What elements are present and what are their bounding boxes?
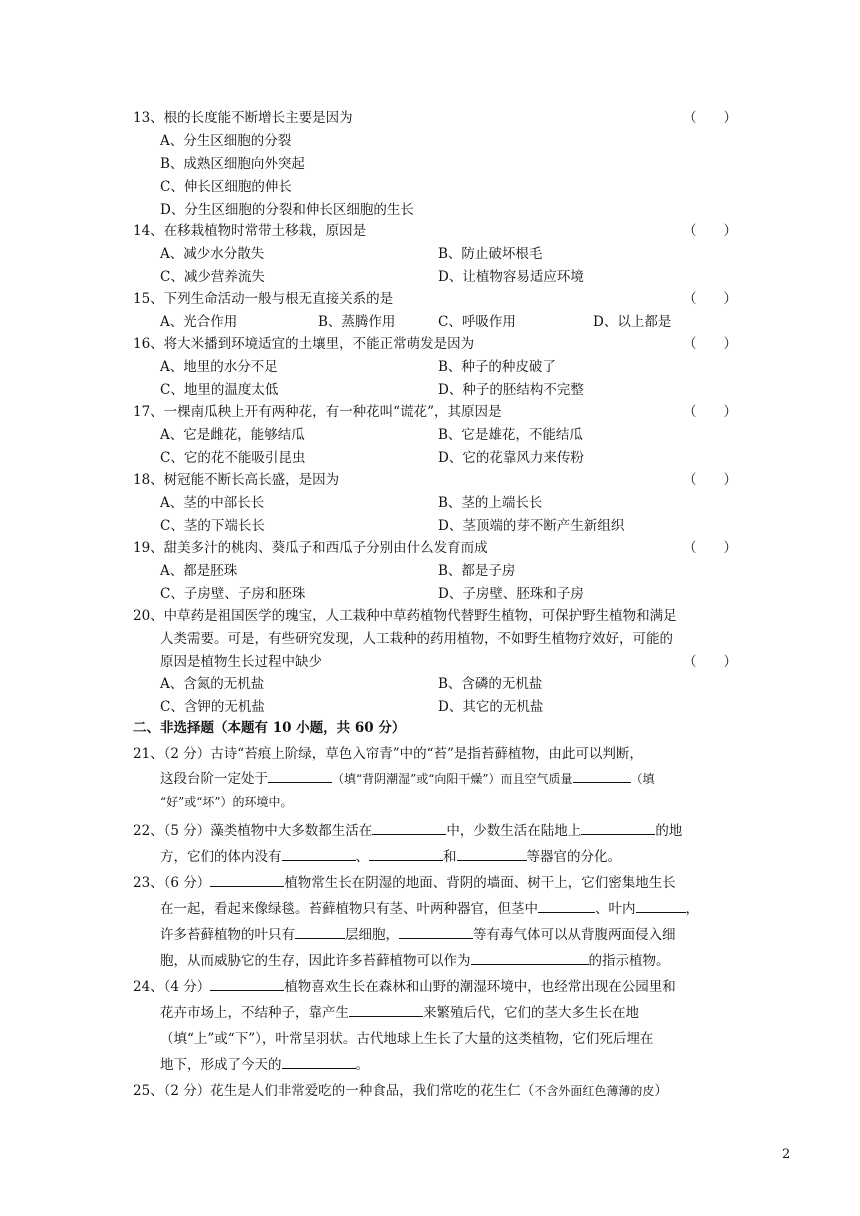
- option-b: B、它是雄花，不能结瓜: [438, 427, 583, 443]
- option-d: D、它的花靠风力来传粉: [438, 450, 584, 466]
- question-15-stem: 15、下列生命活动一般与根无直接关系的是: [133, 291, 394, 307]
- blank: [282, 1055, 356, 1069]
- option-a: A、减少水分散失: [160, 246, 265, 262]
- question-23-line1: [133, 871, 676, 891]
- text: 23、（6 分）: [133, 875, 211, 891]
- question-20-stem-line3: 原因是植物生长过程中缺少: [160, 654, 322, 670]
- question-24-line4: [160, 1053, 369, 1073]
- question-19-stem: 19、甜美多汁的桃肉、葵瓜子和西瓜子分别由什么发育而成: [133, 540, 488, 556]
- question-24-line3: （填“上”或“下”），叶常呈羽状。古代地球上生长了大量的这类植物，它们死后埋在: [160, 1031, 654, 1047]
- option-c: C、茎的下端长长: [160, 518, 265, 534]
- option-c: C、地里的温度太低: [160, 382, 279, 398]
- option-c: C、它的花不能吸引昆虫: [160, 450, 306, 466]
- answer-paren: （ ）: [683, 336, 737, 352]
- option-a: A、它是雌花，能够结瓜: [160, 427, 305, 443]
- question-25-line1: [133, 1079, 668, 1099]
- option-a: A、地里的水分不足: [160, 359, 278, 375]
- text: 的地: [655, 823, 683, 839]
- text: ，: [685, 901, 699, 917]
- option-d: D、以上都是: [593, 314, 672, 330]
- option-c: C、子房壁、子房和胚珠: [160, 586, 306, 602]
- blank: [295, 925, 345, 939]
- text: 植物喜欢生长在森林和山野的潮湿环境中，也经常出现在公园里和: [284, 979, 676, 995]
- blank: [372, 821, 446, 835]
- blank: [399, 925, 473, 939]
- blank: [471, 951, 589, 965]
- question-23-line2: [160, 897, 699, 917]
- text: 许多苔藓植物的叶只有: [160, 927, 295, 943]
- option-a: A、都是胚珠: [160, 563, 238, 579]
- blank: [573, 769, 631, 783]
- option-d: D、茎顶端的芽不断产生新组织: [438, 518, 625, 534]
- text: 来繁殖后代，它们的茎大多生长在地: [423, 1005, 639, 1021]
- blank: [581, 821, 655, 835]
- text: ）: [654, 1083, 668, 1099]
- blank: [369, 847, 443, 861]
- question-21-line1: 21、（2 分）古诗“苔痕上阶绿，草色入帘青”中的“苔”是指苔藓植物，由此可以判断，: [133, 746, 643, 762]
- text: 。: [355, 1057, 369, 1073]
- question-17-stem: 17、一棵南瓜秧上开有两种花，有一种花叫“谎花”，其原因是: [133, 404, 502, 420]
- option-a: A、含氮的无机盐: [160, 676, 265, 692]
- answer-paren: （ ）: [683, 540, 737, 556]
- blank: [210, 873, 284, 887]
- answer-paren: （ ）: [683, 223, 737, 239]
- question-22-line2: [160, 845, 621, 865]
- text: 层细胞，: [345, 927, 399, 943]
- option-c: C、减少营养流失: [160, 269, 265, 285]
- question-24-line1: [133, 975, 676, 995]
- option-d: D、子房壁、胚珠和子房: [438, 586, 584, 602]
- text: 的指示植物。: [588, 953, 670, 969]
- answer-paren: （ ）: [683, 654, 737, 670]
- option-b: B、都是子房: [438, 563, 516, 579]
- text: 25、（2 分）花生是人们非常爱吃的一种食品，我们常吃的花生仁（: [133, 1083, 535, 1099]
- blank: [210, 977, 284, 991]
- blank: [282, 847, 356, 861]
- option-d: D、种子的胚结构不完整: [438, 382, 584, 398]
- option-c: C、呼吸作用: [438, 314, 516, 330]
- blank: [349, 1003, 423, 1017]
- question-18-stem: 18、树冠能不断长高长盛，是因为: [133, 472, 340, 488]
- text: 在一起，看起来像绿毯。苔藓植物只有茎、叶两种器官，但茎中: [160, 901, 538, 917]
- option-b: B、含磷的无机盐: [438, 676, 543, 692]
- option-d: D、其它的无机盐: [438, 699, 544, 715]
- text: （填“背阴潮湿”或“向阳干燥”）而且空气质量: [332, 772, 573, 786]
- text: 和: [443, 849, 457, 865]
- page-number: 2: [782, 1147, 791, 1162]
- question-23-line4: [160, 949, 670, 969]
- option-a: A、茎的中部长长: [160, 495, 265, 511]
- text: 、叶内: [595, 901, 636, 917]
- text: 等有毒气体可以从背腹两面侵入细: [473, 927, 676, 943]
- text: 花卉市场上，不结种子，靠产生: [160, 1005, 349, 1021]
- question-16-stem: 16、将大米播到环境适宜的土壤里，不能正常萌发是因为: [133, 336, 475, 352]
- option-b: B、茎的上端长长: [438, 495, 543, 511]
- text: 不含外面红色薄薄的皮: [534, 1084, 655, 1098]
- answer-paren: （ ）: [683, 472, 737, 488]
- blank: [538, 899, 595, 913]
- text: 22、（5 分）藻类植物中大多数都生活在: [133, 823, 373, 839]
- question-21-line3: “好”或“坏”）的环境中。: [160, 795, 293, 809]
- option-d: D、分生区细胞的分裂和伸长区细胞的生长: [160, 202, 414, 218]
- question-23-line3: [160, 923, 676, 943]
- text: 等器官的分化。: [526, 849, 621, 865]
- section-heading: 二、非选择题（本题有 10 小题，共 60 分）: [133, 720, 406, 736]
- option-b: B、蒸腾作用: [318, 314, 396, 330]
- answer-paren: （ ）: [683, 291, 737, 307]
- blank: [457, 847, 527, 861]
- question-21-line2: [160, 767, 655, 787]
- text: 地下，形成了今天的: [160, 1057, 282, 1073]
- option-b: B、种子的种皮破了: [438, 359, 556, 375]
- text: （填: [630, 772, 655, 786]
- text: 植物常生长在阴湿的地面、背阴的墙面、树干上，它们密集地生长: [284, 875, 676, 891]
- question-14-stem: 14、在移栽植物时常带土移栽，原因是: [133, 223, 367, 239]
- text: 这段台阶一定处于: [160, 771, 268, 787]
- text: 胞，从而威胁它的生存，因此许多苔藓植物可以作为: [160, 953, 471, 969]
- question-13-stem: 13、根的长度能不断增长主要是因为: [133, 110, 353, 126]
- answer-paren: （ ）: [683, 110, 737, 126]
- answer-paren: （ ）: [683, 404, 737, 420]
- blank: [636, 899, 686, 913]
- text: 、: [355, 849, 369, 865]
- option-b: B、防止破坏根毛: [438, 246, 543, 262]
- question-22-line1: [133, 819, 682, 839]
- option-c: C、伸长区细胞的伸长: [160, 179, 292, 195]
- option-b: B、成熟区细胞向外突起: [160, 156, 305, 172]
- option-a: A、分生区细胞的分裂: [160, 133, 292, 149]
- text: 中，少数生活在陆地上: [446, 823, 582, 839]
- text: 24、（4 分）: [133, 979, 211, 995]
- question-20-stem-line2: 人类需要。可是，有些研究发现，人工栽种的药用植物，不如野生植物疗效好，可能的: [160, 631, 673, 647]
- blank: [268, 769, 332, 783]
- question-24-line2: [160, 1001, 639, 1021]
- option-c: C、含钾的无机盐: [160, 699, 265, 715]
- option-a: A、光合作用: [160, 314, 238, 330]
- text: 方，它们的体内没有: [160, 849, 282, 865]
- question-20-stem-line1: 20、中草药是祖国医学的瑰宝，人工栽种中草药植物代替野生植物，可保护野生植物和满足: [133, 608, 677, 624]
- option-d: D、让植物容易适应环境: [438, 269, 584, 285]
